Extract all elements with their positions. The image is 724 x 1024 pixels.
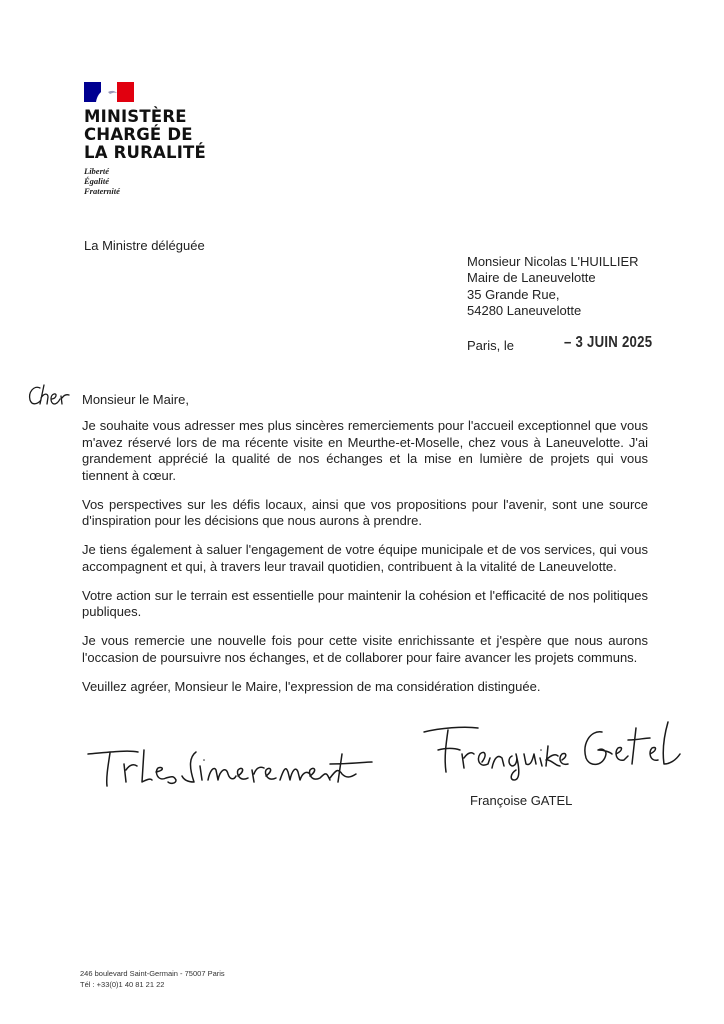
body-paragraph: Je souhaite vous adresser mes plus sincères remerciements pour l'accueil exceptionnel que vous m'avez réservé lors de ma récente visite en Meurthe-et-Moselle, chez vous à Laneuvelotte. J'ai grandement apprécié la qualité de nos échanges et la mise en lumière de projets qui vous tiennent à cœur.	[82, 418, 648, 483]
recipient-line: Maire de Laneuvelotte	[467, 270, 596, 286]
date-stamp: – 3 JUIN 2025	[564, 334, 653, 351]
handwritten-signature	[420, 710, 690, 782]
footer-phone: Tél : +33(0)1 40 81 21 22	[80, 980, 165, 989]
motto-line: Fraternité	[84, 186, 120, 196]
ministry-logo	[84, 82, 206, 196]
body-paragraph: Je tiens également à saluer l'engagement de votre équipe municipale et de vos services, qui vous accompagnent et qui, à travers leur travail quotidien, contribuent à la vitalité de Laneuvelotte.	[82, 542, 648, 574]
footer-address: 246 boulevard Saint-Germain - 75007 Paris	[80, 969, 225, 978]
body-paragraph: Veuillez agréer, Monsieur le Maire, l'expression de ma considération distinguée.	[82, 678, 541, 694]
recipient-line: Monsieur Nicolas L'HUILLIER	[467, 254, 639, 269]
body-paragraph: Je vous remercie une nouvelle fois pour cette visite enrichissante et j'espère que nous aurons l'occasion de poursuivre nos échanges, et de collaborer pour faire avancer les projets communs.	[82, 633, 648, 665]
dateline-place: Paris, le	[467, 338, 514, 353]
body-paragraph: Votre action sur le terrain est essentielle pour maintenir la cohésion et l'efficacité de nos politiques publiques.	[82, 587, 648, 619]
letter-body	[82, 418, 648, 708]
marianne-flag-icon	[84, 82, 134, 102]
ministry-name	[84, 108, 206, 162]
signatory-name: Françoise GATEL	[470, 793, 573, 808]
salutation: Monsieur le Maire,	[82, 392, 189, 407]
body-paragraph: Vos perspectives sur les défis locaux, ainsi que vos propositions pour l'avenir, sont une source d'inspiration pour les décisions que nous aurons à prendre.	[82, 496, 648, 528]
ministry-line: LA RURALITÉ	[84, 143, 206, 162]
recipient-line: 54280 Laneuvelotte	[467, 303, 582, 319]
ministry-line: MINISTÈRE	[84, 107, 187, 126]
footer	[80, 968, 225, 990]
handwritten-closing	[80, 740, 380, 800]
recipient-address	[467, 254, 639, 320]
republic-motto	[84, 166, 206, 196]
motto-line: Égalité	[84, 176, 110, 186]
handwritten-greeting	[26, 382, 82, 412]
sender-title: La Ministre déléguée	[84, 238, 205, 253]
ministry-line: CHARGÉ DE	[84, 125, 193, 144]
motto-line: Liberté	[84, 166, 110, 176]
recipient-line: 35 Grande Rue,	[467, 286, 560, 302]
